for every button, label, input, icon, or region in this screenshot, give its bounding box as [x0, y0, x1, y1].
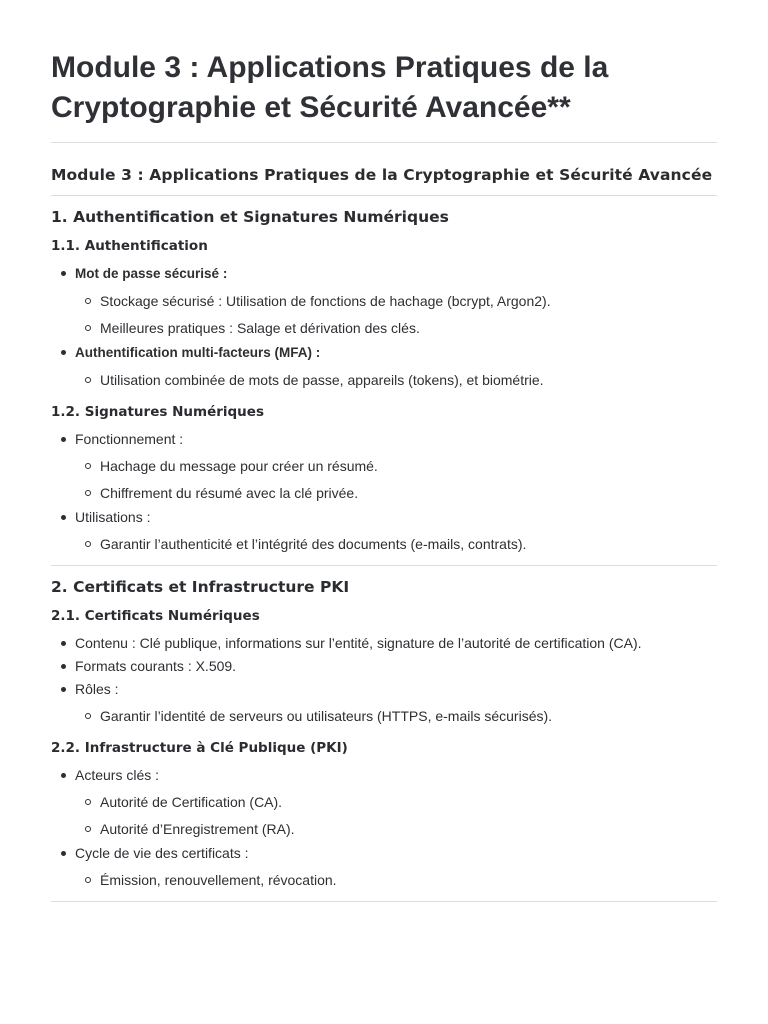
list-item [51, 766, 717, 838]
list-item [51, 343, 717, 389]
list-item-label: Fonctionnement : [75, 431, 184, 447]
section-2-1-heading: 2.1. Certificats Numériques [51, 608, 260, 624]
section-2-2-list [51, 766, 717, 889]
sub-list-item: Meilleures pratiques : Salage et dérivation des clés. [75, 319, 717, 337]
sub-list-item: Autorité d’Enregistrement (RA). [75, 820, 717, 838]
sub-list-item: Chiffrement du résumé avec la clé privée. [75, 484, 717, 502]
list-item [51, 844, 717, 889]
sub-list-item: Garantir l’identité de serveurs ou utilisateurs (HTTPS, e-mails sécurisés). [75, 707, 717, 725]
list-item-label: Utilisations : [75, 509, 151, 525]
sub-list [75, 793, 717, 838]
list-item: Contenu : Clé publique, informations sur l’entité, signature de l’autorité de certification (CA). [51, 634, 717, 652]
list-item-label: Rôles : [75, 681, 119, 697]
section-1-2-heading: 1.2. Signatures Numériques [51, 404, 264, 420]
sub-list-item: Émission, renouvellement, révocation. [75, 871, 717, 889]
section-2-1-list [51, 634, 717, 725]
list-item-label: Authentification multi-facteurs (MFA) : [75, 345, 321, 360]
section-2-heading: 2. Certificats et Infrastructure PKI [51, 578, 350, 596]
module-subtitle: Module 3 : Applications Pratiques de la Cryptographie et Sécurité Avancée [51, 143, 717, 196]
sub-list [75, 292, 717, 337]
list-item [51, 508, 717, 553]
section-2-2-heading: 2.2. Infrastructure à Clé Publique (PKI) [51, 740, 348, 756]
sub-list-item: Stockage sécurisé : Utilisation de fonctions de hachage (bcrypt, Argon2). [75, 292, 717, 310]
section-1-1-heading: 1.1. Authentification [51, 238, 208, 254]
sub-list [75, 457, 717, 502]
page-title: Module 3 : Applications Pratiques de la Cryptographie et Sécurité Avancée** [51, 0, 717, 143]
list-item-label: Mot de passe sécurisé : [75, 266, 228, 281]
list-item [51, 264, 717, 337]
section-divider [51, 901, 717, 902]
section-1-2-list [51, 430, 717, 553]
section-1-1-list [51, 264, 717, 389]
sub-list-item: Utilisation combinée de mots de passe, appareils (tokens), et biométrie. [75, 371, 717, 389]
list-item-label: Cycle de vie des certificats : [75, 845, 249, 861]
sub-list-item: Autorité de Certification (CA). [75, 793, 717, 811]
sub-list-item: Garantir l’authenticité et l’intégrité des documents (e-mails, contrats). [75, 535, 717, 553]
sub-list [75, 371, 717, 389]
list-item-label: Acteurs clés : [75, 767, 160, 783]
list-item [51, 680, 717, 725]
list-item: Formats courants : X.509. [51, 657, 717, 675]
list-item [51, 430, 717, 502]
sub-list-item: Hachage du message pour créer un résumé. [75, 457, 717, 475]
section-1-heading: 1. Authentification et Signatures Numériques [51, 208, 449, 226]
sub-list [75, 707, 717, 725]
sub-list [75, 535, 717, 553]
sub-list [75, 871, 717, 889]
